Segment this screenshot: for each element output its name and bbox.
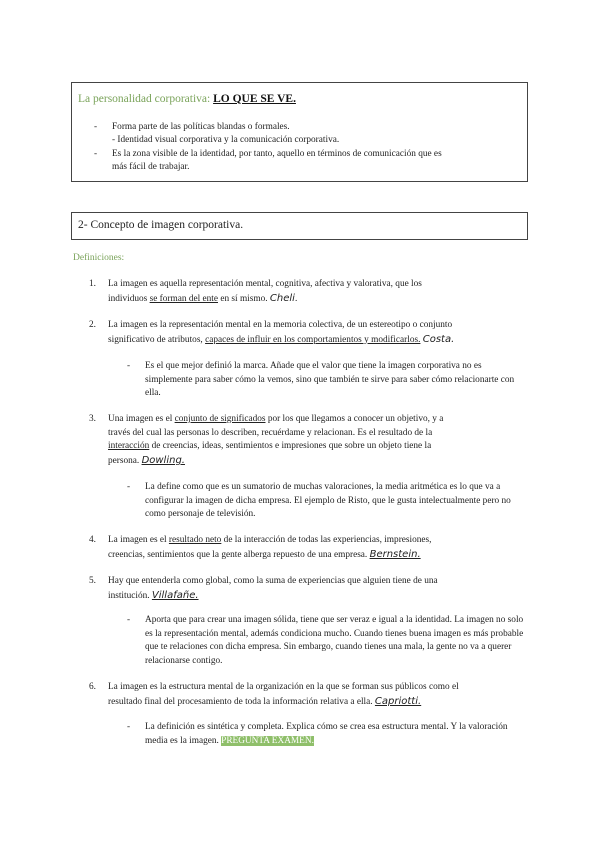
item-text: por los que llegamos a conocer un objetivo, y a — [265, 414, 444, 424]
item-text: Una imagen es el — [108, 414, 175, 424]
item-text: de la interacción de todas las experiencias, impresiones, — [221, 535, 432, 545]
item-text: en sí mismo. — [218, 293, 270, 304]
item-text: . — [294, 293, 298, 304]
author-name: Costa. — [422, 333, 455, 345]
sub-text: La definición es sintética y completa. Explica cómo se crea esa estructura mental. Y la valoración media es la imagen. — [145, 722, 508, 746]
item-number: 6. — [89, 682, 96, 692]
item-text: través del cual las personas lo describen, recuérdame y relacionan. Es el resultado de la — [108, 427, 433, 438]
list-item — [89, 534, 528, 562]
item-text: Hay que entenderla como global, como la suma de experiencias que alguien tiene de una — [108, 576, 438, 586]
item-number: 4. — [89, 535, 96, 545]
title-prefix: La personalidad corporativa: — [78, 93, 211, 105]
item-text: resultado final del procesamiento de toda la información relativa a ella. — [108, 696, 375, 707]
item-text: institución. — [108, 590, 152, 601]
item-text: La imagen es la estructura mental de la organización en la que se forman sus públicos como el — [108, 682, 459, 692]
underlined-text: capaces de influir en los comportamientos y modificarlos. — [205, 334, 421, 345]
list-item — [89, 413, 528, 468]
author-name: Bernstein. — [369, 548, 421, 560]
definitions-label: Definiciones: — [73, 253, 125, 263]
item-number: 2. — [89, 320, 96, 330]
sub-text: Es el que mejor definió la marca. Añade que el valor que tiene la imagen corporativa no es simplemente para saber cómo la vemos, sino que también te sirve para saber cómo relacionarte con ella. — [145, 361, 515, 399]
item-text: persona. — [108, 455, 142, 466]
box-title — [78, 93, 296, 105]
sub-bullet — [127, 614, 525, 668]
underlined-text: conjunto de significados — [174, 414, 266, 424]
item-text: significativo de atributos, — [108, 334, 206, 345]
author-name: Capriotti. — [374, 695, 422, 707]
list-item — [89, 278, 528, 306]
underlined-text: interacción — [108, 441, 150, 452]
item-number: 5. — [89, 576, 96, 586]
bullet-text: más fácil de trabajar. — [112, 162, 190, 172]
underlined-text: se forman del ente — [149, 293, 218, 304]
bullet-text: Forma parte de las políticas blandas o formales. — [112, 122, 290, 132]
sub-bullet — [127, 481, 525, 522]
bullet-text: - Identidad visual corporativa y la comunicación corporativa. — [112, 135, 340, 145]
sub-text: La define como que es un sumatorio de muchas valoraciones, la media aritmética es lo que va a configurar la imagen de dicha empresa. El ejemplo de Risto, que le gusta intelectualmente pero no como personaje de televisión. — [145, 482, 511, 520]
sub-text: Aporta que para crear una imagen sólida, tiene que ser veraz e igual a la identidad. La imagen no solo es la representación mental, además condiciona mucho. Cuando tienes buena imagen es más probable que te relaciones con dicha empresa. Sin embargo, cuando tienes una mala, la gente no va a querer relacionarse contigo. — [145, 615, 524, 666]
item-text: La imagen es el — [108, 535, 169, 545]
sub-bullet — [127, 721, 525, 748]
exam-highlight: PREGUNTA EXAMEN. — [221, 735, 314, 746]
underlined-text: resultado neto — [168, 535, 222, 545]
list-item — [89, 575, 528, 603]
dash-marker: - — [127, 615, 131, 625]
item-number: 3. — [89, 414, 96, 424]
sub-bullet — [127, 360, 525, 401]
author-name: Villafañe. — [151, 589, 199, 601]
bullet-text: Es la zona visible de la identidad, por tanto, aquello en términos de comunicación que es — [112, 149, 442, 159]
item-text: La imagen es aquella representación mental, cognitiva, afectiva y valorativa, que los — [108, 279, 422, 289]
dash-marker: - — [127, 722, 131, 732]
author-name: Dowling. — [141, 454, 185, 466]
personality-box — [71, 82, 528, 182]
dash-marker: - — [127, 361, 131, 371]
item-number: 1. — [89, 279, 96, 289]
item-text: individuos — [108, 293, 150, 304]
item-text: La imagen es la representación mental en la memoria colectiva, de un estereotipo o conjunto — [108, 320, 453, 330]
dash-marker: - — [127, 482, 131, 492]
item-text: creencias, sentimientos que la gente alberga repuesto de una empresa. — [108, 549, 370, 560]
section-heading-box — [71, 212, 528, 240]
author-name: Cheli — [269, 292, 295, 304]
title-main: LO QUE SE VE. — [213, 93, 296, 105]
dash-marker: - — [94, 122, 98, 132]
section-title: 2- Concepto de imagen corporativa. — [78, 219, 244, 231]
list-item — [89, 681, 528, 709]
dash-marker: - — [94, 149, 98, 159]
list-item — [89, 319, 528, 347]
item-text: de creencias, ideas, sentimientos e impresiones que sobre un objeto tiene la — [149, 441, 432, 452]
